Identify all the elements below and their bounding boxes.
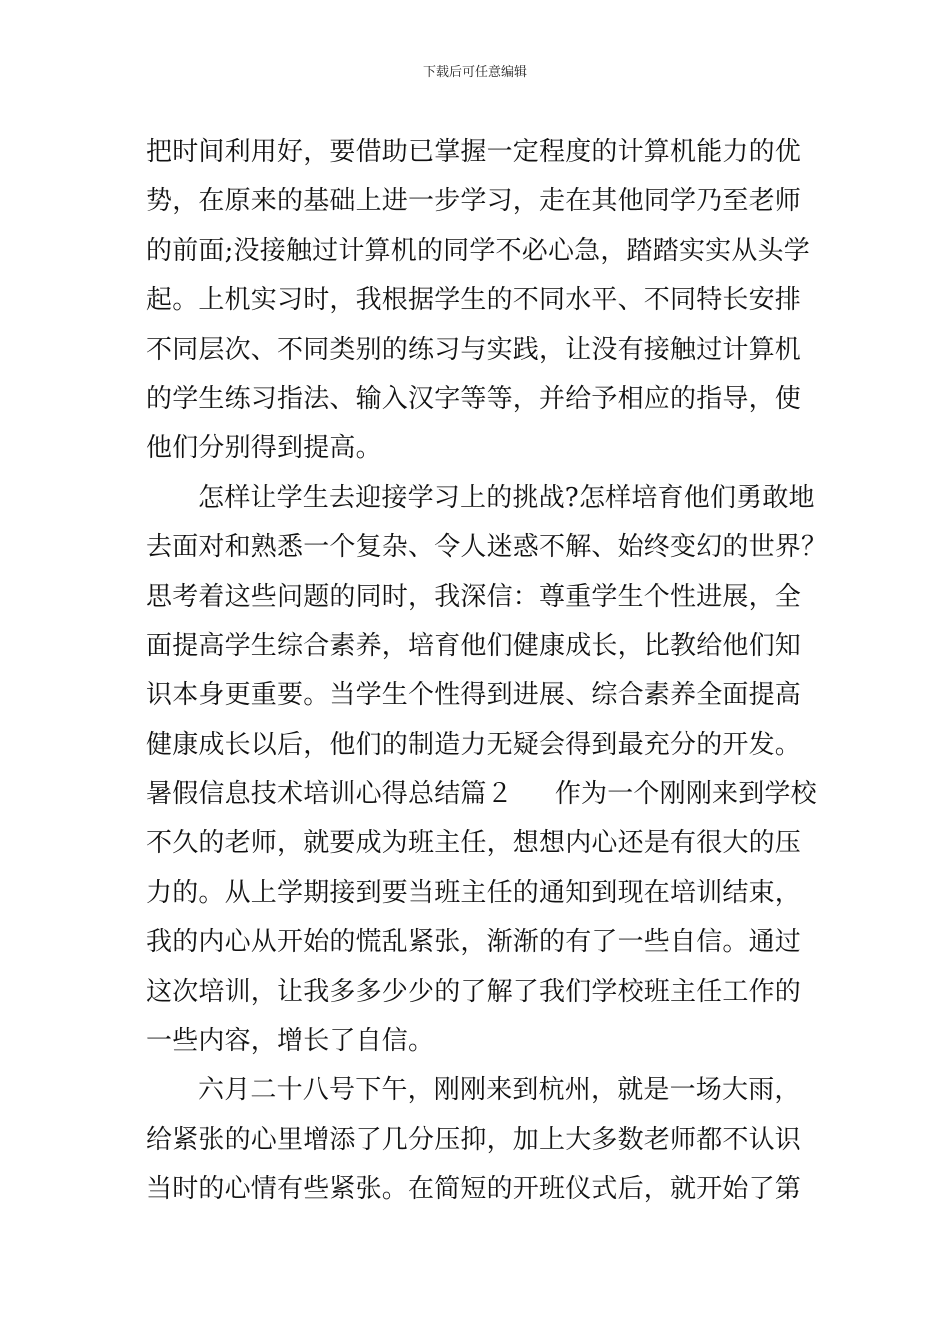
paragraph xyxy=(146,474,828,770)
text-line: 一些内容，增长了自信。 xyxy=(146,1026,435,1057)
text-line: 他们分别得到提高。 xyxy=(146,433,382,464)
text-line: 怎样让学生去迎接学习上的挑战?怎样培育他们勇敢地 xyxy=(198,482,815,513)
text-line: 起。上机实习时，我根据学生的不同水平、不同特长安排 xyxy=(146,285,802,316)
document-body xyxy=(146,128,828,1215)
text-line: 健康成长以后，他们的制造力无疑会得到最充分的开发。 xyxy=(146,729,802,760)
text-line: 不同层次、不同类别的练习与实践，让没有接触过计算机 xyxy=(146,334,802,365)
section-title: 暑假信息技术培训心得总结篇２ xyxy=(146,779,513,810)
text-line: 的前面;没接触过计算机的同学不必心急，踏踏实实从头学 xyxy=(146,235,810,266)
text-line: 六月二十八号下午，刚刚来到杭州，就是一场大雨， xyxy=(198,1075,801,1106)
text-line: 面提高学生综合素养，培育他们健康成长，比教给他们知 xyxy=(146,630,802,661)
paragraph xyxy=(146,770,816,1066)
text-line: 作为一个刚刚来到学校 xyxy=(554,779,817,810)
text-line: 思考着这些问题的同时，我深信：尊重学生个性进展，全 xyxy=(146,581,802,612)
paragraph xyxy=(146,128,816,474)
text-line: 势，在原来的基础上进一步学习，走在其他同学乃至老师 xyxy=(146,186,802,217)
text-line: 识本身更重要。当学生个性得到进展、综合素养全面提高 xyxy=(146,680,802,711)
text-line: 我的内心从开始的慌乱紧张，渐渐的有了一些自信。通过 xyxy=(146,927,802,958)
paragraph xyxy=(146,1066,816,1214)
text-line: 把时间利用好，要借助已掌握一定程度的计算机能力的优 xyxy=(146,137,802,167)
text-line: 不久的老师，就要成为班主任，想想内心还是有很大的压 xyxy=(146,828,802,859)
text-line: 当时的心情有些紧张。在简短的开班仪式后，就开始了第 xyxy=(146,1174,802,1205)
text-line: 力的。从上学期接到要当班主任的通知到现在培训结束， xyxy=(146,877,802,908)
text-line: 的学生练习指法、输入汉字等等，并给予相应的指导，使 xyxy=(146,383,802,414)
section-title-line xyxy=(146,770,816,819)
text-line: 去面对和熟悉一个复杂、令人迷惑不解、始终变幻的世界？ xyxy=(146,532,828,563)
page-header: 下载后可任意编辑 xyxy=(422,65,527,80)
text-line: 给紧张的心里增添了几分压抑，加上大多数老师都不认识 xyxy=(146,1124,802,1155)
text-line: 这次培训，让我多多少少的了解了我们学校班主任工作的 xyxy=(146,976,802,1007)
